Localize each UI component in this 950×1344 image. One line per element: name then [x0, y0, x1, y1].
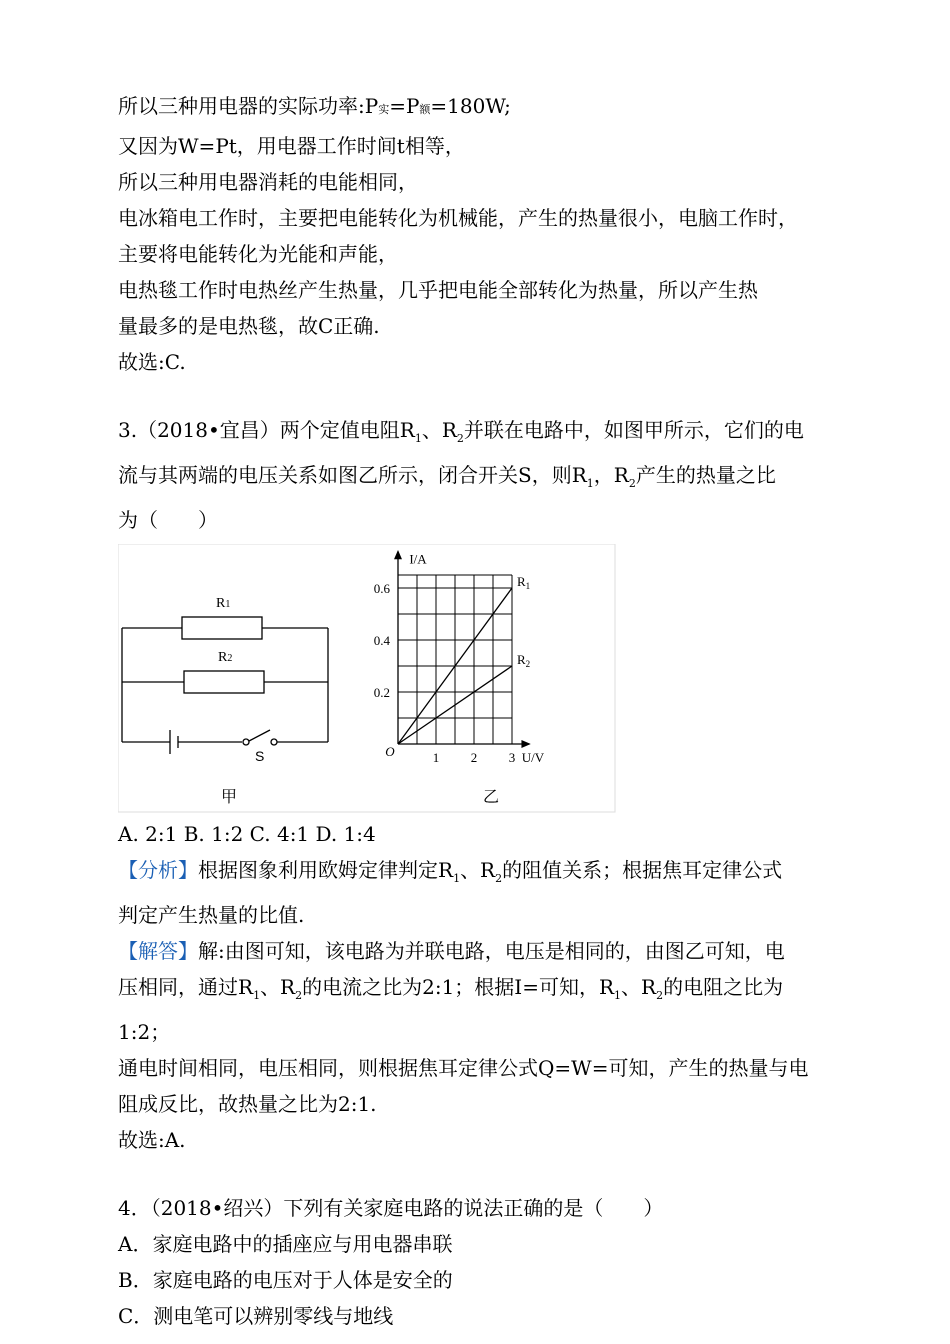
- q3-options: A. 2:1 B. 1:2 C. 4:1 D. 1:4: [118, 822, 376, 846]
- q3-answer-line-6: 故选:A.: [118, 1128, 186, 1152]
- figure-caption-jia: 甲: [221, 787, 238, 806]
- x-tick-label: 1: [432, 750, 440, 765]
- y-tick-label: 0.4: [373, 633, 390, 648]
- y-axis-arrow: [395, 552, 401, 559]
- q3-stem-line-1: 3.（2018•宜昌）两个定值电阻$R_1$、$R_2$并联在电路中，如图甲所示，它们的电: [118, 418, 804, 445]
- q3-analysis-line-1: 【分析】根据图象利用欧姆定律判定$R_1$、$R_2$的阻值关系；根据焦耳定律公式: [118, 858, 783, 885]
- p2-line-2: 又因为W=Pt，用电器工作时间t相等，: [118, 134, 465, 158]
- series-label-r2: $R_2$: [517, 652, 531, 669]
- q3-answer-line-1: 【解答】解:由图可知，该电路为并联电路，电压是相同的，由图乙可知，电: [118, 939, 785, 963]
- x-tick-label: 3: [508, 750, 516, 765]
- p2-line-7: 量最多的是电热毯，故C正确.: [118, 314, 380, 338]
- p2-line-5: 主要将电能转化为光能和声能，: [118, 242, 398, 266]
- q3-answer-line-2: 压相同，通过$R_1$、$R_2$的电流之比为2:1；根据I=可知，$R_1$、$R_2$的电阻之比为: [118, 975, 784, 1002]
- x-axis-arrow: [522, 741, 529, 747]
- y-tick-label: 0.2: [373, 685, 390, 700]
- resistor-r2-label: R2: [218, 650, 233, 665]
- q4-option-c: C．测电笔可以辨别零线与地线: [118, 1304, 394, 1328]
- q4-option-a: A．家庭电路中的插座应与用电器串联: [118, 1232, 453, 1256]
- iv-graph: [363, 544, 633, 784]
- document-page: [118, 88, 838, 1334]
- answer-tag: 【解答】: [118, 939, 198, 963]
- q4-stem: 4．（2018•绍兴）下列有关家庭电路的说法正确的是（ ）: [118, 1196, 664, 1220]
- switch-label: S: [255, 748, 265, 764]
- resistor-r1-label: R1: [216, 596, 231, 611]
- q3-stem-line-2: 流与其两端的电压关系如图乙所示，闭合开关S，则$R_1$，$R_2$产生的热量之比: [118, 463, 776, 490]
- q3-answer-line-5: 阻成反比，故热量之比为2:1.: [118, 1092, 377, 1116]
- x-axis-label: U/V: [521, 750, 545, 765]
- y-tick-label: 0.6: [373, 581, 390, 596]
- q3-figure: [118, 544, 618, 814]
- p2-answer: 故选:C.: [118, 350, 186, 374]
- figure-caption-yi: 乙: [483, 787, 500, 806]
- x-tick-label: 2: [470, 750, 478, 765]
- q3-answer-line-3: 1:2；: [118, 1020, 171, 1044]
- p2-line-6: 电热毯工作时电热丝产生热量，几乎把电能全部转化为热量，所以产生热: [118, 278, 758, 302]
- q3-answer-line-4: 通电时间相同，电压相同，则根据焦耳定律公式Q=W=可知，产生的热量与电: [118, 1056, 809, 1080]
- series-label-r1: $R_1$: [517, 574, 531, 591]
- q3-stem-line-3: 为（ ）: [118, 508, 218, 532]
- y-axis-label: I/A: [409, 551, 427, 567]
- p2-line-4: 电冰箱电工作时，主要把电能转化为机械能，产生的热量很小，电脑工作时，: [118, 206, 798, 230]
- q3-analysis-line-2: 判定产生热量的比值.: [118, 903, 305, 927]
- origin-label: O: [385, 744, 395, 759]
- q4-option-b: B．家庭电路的电压对于人体是安全的: [118, 1268, 453, 1292]
- p2-line-3: 所以三种用电器消耗的电能相同，: [118, 170, 418, 194]
- p2-line-1: 所以三种用电器的实际功率:P实=P额=180W;: [118, 94, 511, 118]
- analysis-tag: 【分析】: [118, 858, 198, 882]
